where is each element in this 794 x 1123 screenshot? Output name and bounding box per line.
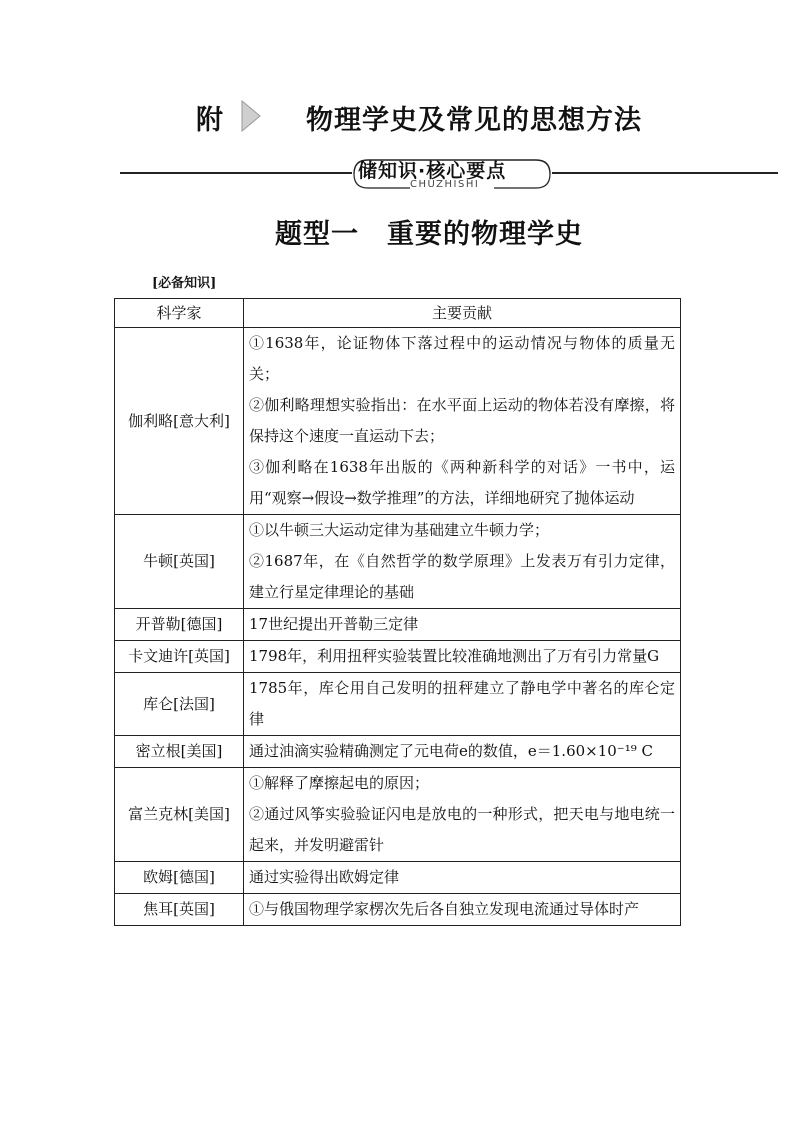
contribution-cell xyxy=(244,515,681,609)
physics-history-table xyxy=(114,298,681,926)
table-row xyxy=(115,894,681,926)
column-header-contribution: 主要贡献 xyxy=(244,299,681,328)
scientist-cell: 欧姆[德国] xyxy=(115,862,244,894)
table-row xyxy=(115,328,681,515)
contribution-cell xyxy=(244,736,681,768)
contribution-item: 1785年，库仑用自己发明的扭秤建立了静电学中著名的库仑定律 xyxy=(249,679,675,728)
contribution-item: 通过实验得出欧姆定律 xyxy=(249,868,400,886)
contribution-item: ②通过风筝实验验证闪电是放电的一种形式，把天电与地电统一起来，并发明避雷针 xyxy=(249,805,675,854)
contribution-item: 17世纪提出开普勒三定律 xyxy=(249,615,419,633)
contribution-cell xyxy=(244,673,681,736)
scientist-cell: 卡文迪许[英国] xyxy=(115,641,244,673)
chapter-title: 物理学史及常见的思想方法 xyxy=(306,105,642,136)
table-row xyxy=(115,736,681,768)
contribution-item: 1798年，利用扭秤实验装置比较准确地测出了万有引力常量G xyxy=(249,647,660,665)
contribution-cell xyxy=(244,328,681,515)
knowledge-tag: [必备知识] xyxy=(152,276,217,291)
table-header-row xyxy=(115,299,681,328)
banner-label: 储知识·核心要点 xyxy=(358,160,507,182)
contribution-item: ②伽利略理想实验指出：在水平面上运动的物体若没有摩擦，将保持这个速度一直运动下去； xyxy=(249,396,675,445)
contribution-cell xyxy=(244,894,681,926)
contribution-item: ②1687年，在《自然哲学的数学原理》上发表万有引力定律，建立行星定律理论的基础 xyxy=(249,552,675,601)
contribution-item: ①以牛顿三大运动定律为基础建立牛顿力学； xyxy=(249,521,550,539)
section-title: 题型一 重要的物理学史 xyxy=(275,219,583,250)
page-header xyxy=(0,96,794,140)
section-banner xyxy=(120,156,778,196)
table-row xyxy=(115,515,681,609)
table-row xyxy=(115,862,681,894)
scientist-cell: 牛顿[英国] xyxy=(115,515,244,609)
contribution-cell xyxy=(244,862,681,894)
contribution-cell xyxy=(244,641,681,673)
scientist-cell: 伽利略[意大利] xyxy=(115,328,244,515)
banner-rule-right xyxy=(552,172,778,174)
table-row xyxy=(115,609,681,641)
header-prefix: 附 xyxy=(196,105,223,136)
scientist-cell: 焦耳[英国] xyxy=(115,894,244,926)
column-header-scientist: 科学家 xyxy=(115,299,244,328)
contribution-item: 通过油滴实验精确测定了元电荷e的数值，e＝1.60×10⁻¹⁹ C xyxy=(249,742,653,760)
banner-rule-left xyxy=(120,172,352,174)
contribution-cell xyxy=(244,609,681,641)
contribution-cell xyxy=(244,768,681,862)
contribution-item: ①与俄国物理学家楞次先后各自独立发现电流通过导体时产 xyxy=(249,900,640,918)
contribution-item: ③伽利略在1638年出版的《两种新科学的对话》一书中，运用“观察→假设→数学推理”的方法，详细地研究了抛体运动 xyxy=(249,458,675,507)
scientist-cell: 库仑[法国] xyxy=(115,673,244,736)
scientist-cell: 密立根[美国] xyxy=(115,736,244,768)
chevron-right-icon xyxy=(240,100,262,132)
table-row xyxy=(115,768,681,862)
scientist-cell: 开普勒[德国] xyxy=(115,609,244,641)
contribution-item: ①1638年，论证物体下落过程中的运动情况与物体的质量无关； xyxy=(249,334,675,383)
scientist-cell: 富兰克林[美国] xyxy=(115,768,244,862)
table-row xyxy=(115,641,681,673)
table-row xyxy=(115,673,681,736)
contribution-item: ①解释了摩擦起电的原因； xyxy=(249,774,430,792)
table-body xyxy=(115,328,681,926)
banner-pinyin: CHUZHISHI xyxy=(410,179,480,190)
